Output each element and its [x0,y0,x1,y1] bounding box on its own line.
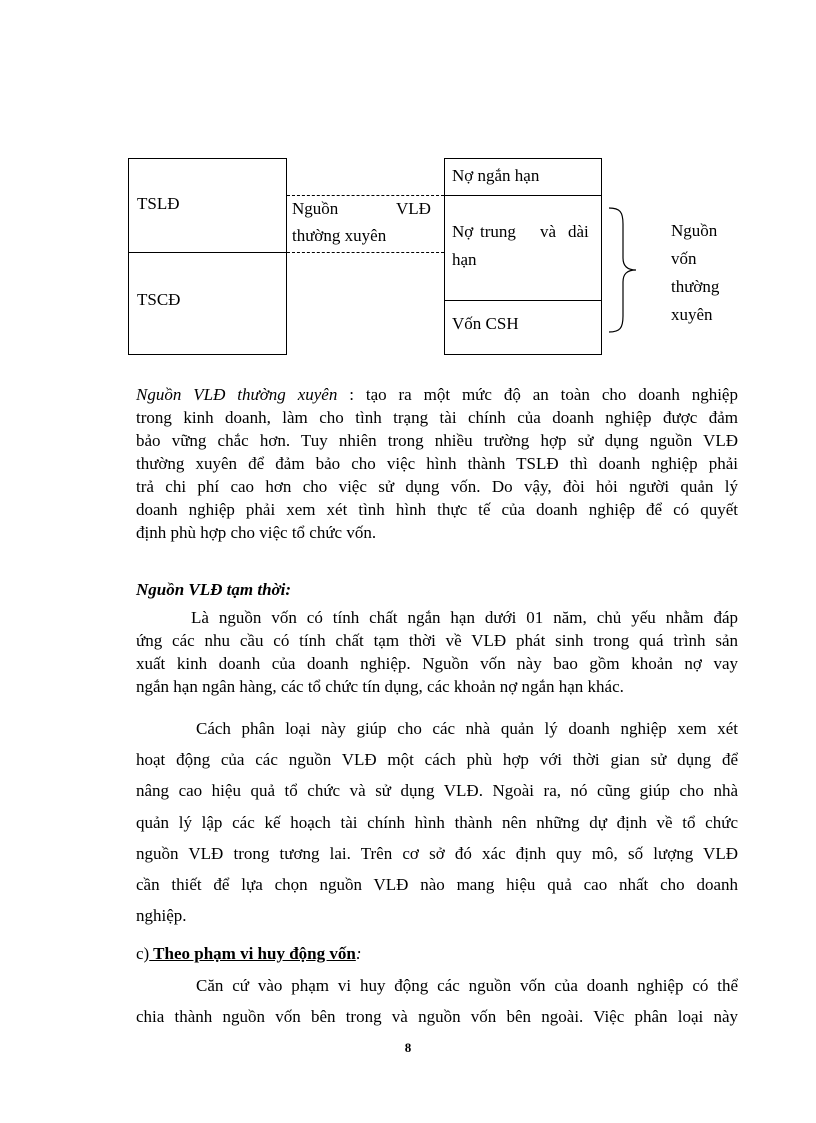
assets-divider [128,252,287,253]
long-term-debt-word-4: dài [568,222,589,241]
sources-divider-2 [444,300,602,301]
middle-label-line-2: thường xuyên [292,226,387,245]
sources-divider-1 [444,195,602,196]
page-number: 8 [404,1040,412,1055]
tscd-label: TSCĐ [137,290,181,309]
heading-section-c: c) Theo phạm vi huy động vốn: [136,944,362,963]
paragraph-classification-benefit: Cách phân loại này giúp cho các nhà quản lý doanh nghiệp xem xét hoạt động của các nguồn VLĐ một cách phù hợp với thời gian sử dụng để nâng cao hiệu quả tổ chức và sử dụng VLĐ. Ngoài ra, nó cũng giúp cho nhà quản lý lập các kế hoạch tài chính hình thành nên những dự định về tổ chức nguồn VLĐ trong tương lai. Trên cơ sở đó xác định quy mô, số lượng VLĐ cần thiết để lựa chọn nguồn VLĐ nào mang hiệu quả cao nhất cho doanh nghiệp. [136,719,738,926]
heading-temporary-capital: Nguồn VLĐ tạm thời: [136,580,292,599]
middle-label-word-1: Nguồn [292,199,339,218]
middle-label-word-2: VLĐ [396,199,431,218]
equity-label: Vốn CSH [452,314,519,333]
paragraph-permanent-capital: Nguồn VLĐ thường xuyên : tạo ra một mức độ an toàn cho doanh nghiệp trong kinh doanh, làm cho tình trạng tài chính của doanh nghiệp được đảm bảo vững chắc hơn. Tuy nhiên trong nhiều trường hợp sử dụng nguồn VLĐ thường xuyên để đảm bảo cho việc hình thành TSLĐ thì doanh nghiệp phải trả chi phí cao hơn cho việc sử dụng vốn. Do vậy, đòi hỏi người quản lý doanh nghiệp phải xem xét tình hình thực tế của doanh nghiệp để có quyết định phù hợp cho việc tổ chức vốn. [136,385,738,542]
long-term-debt-line-2: hạn [452,250,477,269]
dashed-line-bottom [287,252,444,253]
curly-brace-icon [606,206,640,334]
brace-label-word-3: thường [671,277,720,296]
brace-label-word-1: Nguồn [671,221,718,240]
paragraph-temporary-capital: Là nguồn vốn có tính chất ngắn hạn dưới 01 năm, chủ yếu nhằm đáp ứng các nhu cầu có tính chất tạm thời về VLĐ phát sinh trong quá trình sản xuất kinh doanh của doanh nghiệp. Nguồn vốn này bao gồm khoản nợ vay ngắn hạn ngân hàng, các tổ chức tín dụng, các khoản nợ ngắn hạn khác. [136,608,738,696]
long-term-debt-word-2: trung [480,222,516,241]
assets-box [128,158,287,355]
long-term-debt-word-1: Nợ [452,222,474,241]
brace-label-word-4: xuyên [671,305,713,324]
brace-label-word-2: vốn [671,249,697,268]
long-term-debt-word-3: và [540,222,557,241]
paragraph-mobilization-scope: Căn cứ vào phạm vi huy động các nguồn vốn của doanh nghiệp có thể chia thành nguồn vốn bên trong và nguồn vốn bên ngoài. Việc phân loại này [136,976,738,1027]
term-permanent-capital: Nguồn VLĐ thường xuyên [136,385,338,404]
tsld-label: TSLĐ [137,194,180,213]
short-term-debt-label: Nợ ngắn hạn [452,166,540,185]
